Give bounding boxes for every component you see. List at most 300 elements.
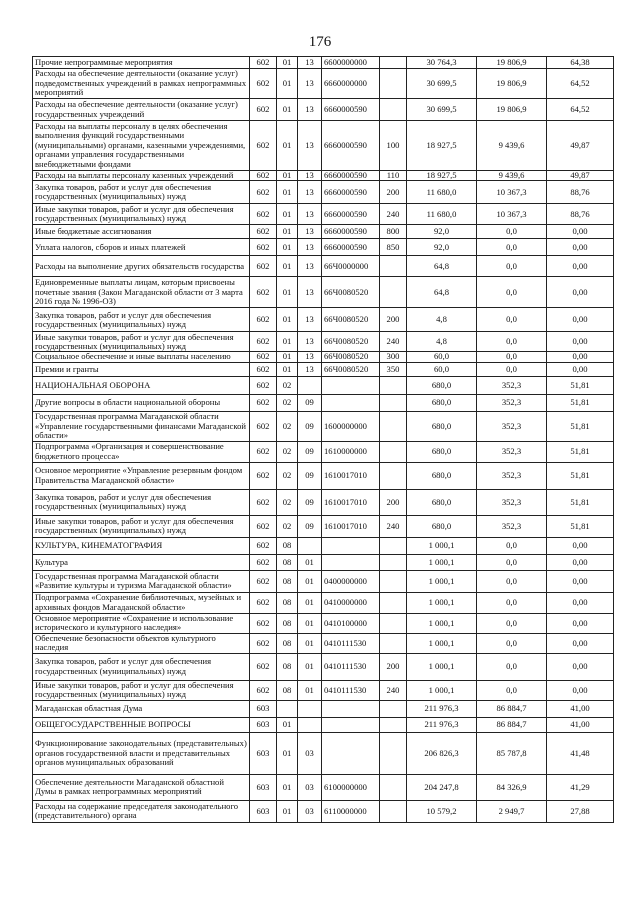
table-row (33, 69, 614, 99)
row-name-cell: Уплата налогов, сборов и иных платежей (33, 239, 250, 256)
expense-type-cell (380, 462, 407, 489)
section-code-cell: 01 (277, 256, 298, 277)
expense-type-cell: 240 (380, 680, 407, 700)
row-name-cell: Основное мероприятие «Сохранение и использование исторического и культурного наследия» (33, 613, 250, 633)
table-row (33, 204, 614, 225)
expense-type-cell: 200 (380, 308, 407, 332)
expense-type-cell: 350 (380, 362, 407, 376)
executed-amount-cell: 0,0 (477, 633, 547, 653)
table-row (33, 239, 614, 256)
subsection-code-cell: 13 (298, 308, 322, 332)
execution-percent-cell: 0,00 (547, 332, 614, 352)
table-row (33, 592, 614, 613)
target-article-cell: 0410111530 (322, 680, 380, 700)
section-code-cell: 02 (277, 489, 298, 515)
subsection-code-cell: 13 (298, 69, 322, 99)
subsection-code-cell (298, 700, 322, 717)
executed-amount-cell: 0,0 (477, 592, 547, 613)
planned-amount-cell: 60,0 (407, 362, 477, 376)
table-row (33, 717, 614, 732)
expense-type-cell (380, 592, 407, 613)
executed-amount-cell: 84 326,9 (477, 774, 547, 800)
target-article-cell (322, 554, 380, 570)
section-code-cell: 01 (277, 57, 298, 69)
execution-percent-cell: 51,81 (547, 515, 614, 537)
row-name-cell: Прочие непрограммные мероприятия (33, 57, 250, 69)
executed-amount-cell: 86 884,7 (477, 717, 547, 732)
subsection-code-cell: 13 (298, 99, 322, 121)
row-name-cell: Иные закупки товаров, работ и услуг для обеспечения государственных (муниципальных) нужд (33, 332, 250, 352)
subsection-code-cell: 13 (298, 121, 322, 171)
grbs-code-cell: 603 (250, 774, 277, 800)
subsection-code-cell: 13 (298, 204, 322, 225)
planned-amount-cell: 680,0 (407, 462, 477, 489)
target-article-cell: 1610000000 (322, 441, 380, 462)
grbs-code-cell: 602 (250, 394, 277, 411)
row-name-cell: Премии и гранты (33, 362, 250, 376)
row-name-cell: Иные закупки товаров, работ и услуг для обеспечения государственных (муниципальных) нужд (33, 680, 250, 700)
section-code-cell: 08 (277, 570, 298, 592)
section-code-cell: 01 (277, 171, 298, 181)
target-article-cell: 66Ч0080520 (322, 277, 380, 308)
row-name-cell: Социальное обеспечение и иные выплаты населению (33, 352, 250, 362)
subsection-code-cell: 09 (298, 489, 322, 515)
row-name-cell: Расходы на обеспечение деятельности (оказание услуг) подведомственных учреждений в рамках непрограммных мероприятий (33, 69, 250, 99)
table-row (33, 462, 614, 489)
section-code-cell: 01 (277, 362, 298, 376)
subsection-code-cell: 01 (298, 613, 322, 633)
row-name-cell: Обеспечение безопасности объектов культурного наследия (33, 633, 250, 653)
executed-amount-cell: 352,3 (477, 376, 547, 394)
table-row (33, 57, 614, 69)
section-code-cell: 02 (277, 394, 298, 411)
section-code-cell: 01 (277, 69, 298, 99)
section-code-cell: 02 (277, 462, 298, 489)
planned-amount-cell: 64,8 (407, 256, 477, 277)
subsection-code-cell (298, 717, 322, 732)
executed-amount-cell: 0,0 (477, 362, 547, 376)
table-row (33, 515, 614, 537)
execution-percent-cell: 0,00 (547, 537, 614, 554)
row-name-cell: Подпрограмма «Организация и совершенствование бюджетного процесса» (33, 441, 250, 462)
executed-amount-cell: 352,3 (477, 411, 547, 441)
executed-amount-cell: 0,0 (477, 308, 547, 332)
row-name-cell: Подпрограмма «Сохранение библиотечных, музейных и архивных фондов Магаданской области» (33, 592, 250, 613)
expense-type-cell (380, 613, 407, 633)
section-code-cell: 01 (277, 717, 298, 732)
row-name-cell: Расходы на выполнение других обязательств государства (33, 256, 250, 277)
executed-amount-cell: 352,3 (477, 489, 547, 515)
row-name-cell: Иные закупки товаров, работ и услуг для обеспечения государственных (муниципальных) нужд (33, 204, 250, 225)
grbs-code-cell: 602 (250, 462, 277, 489)
planned-amount-cell: 206 826,3 (407, 732, 477, 774)
grbs-code-cell: 602 (250, 489, 277, 515)
target-article-cell: 66Ч0080520 (322, 362, 380, 376)
expense-type-cell: 800 (380, 225, 407, 239)
grbs-code-cell: 602 (250, 376, 277, 394)
execution-percent-cell: 0,00 (547, 554, 614, 570)
expense-type-cell (380, 800, 407, 822)
executed-amount-cell: 0,0 (477, 239, 547, 256)
planned-amount-cell: 1 000,1 (407, 570, 477, 592)
table-row (33, 700, 614, 717)
grbs-code-cell: 602 (250, 570, 277, 592)
target-article-cell: 6660000590 (322, 99, 380, 121)
execution-percent-cell: 0,00 (547, 592, 614, 613)
subsection-code-cell: 13 (298, 239, 322, 256)
planned-amount-cell: 11 680,0 (407, 204, 477, 225)
subsection-code-cell: 09 (298, 394, 322, 411)
subsection-code-cell: 13 (298, 352, 322, 362)
section-code-cell: 01 (277, 181, 298, 204)
table-row (33, 680, 614, 700)
table-row (33, 277, 614, 308)
planned-amount-cell: 1 000,1 (407, 633, 477, 653)
row-name-cell: Государственная программа Магаданской области «Развитие культуры и туризма Магаданской области» (33, 570, 250, 592)
expense-type-cell (380, 774, 407, 800)
row-name-cell: Расходы на выплаты персоналу в целях обеспечения выполнения функций государственными (муниципальными) органами, казенными учреждениями, органами управления государственными внебюджетными фондами (33, 121, 250, 171)
target-article-cell: 6600000000 (322, 57, 380, 69)
section-code-cell: 01 (277, 121, 298, 171)
grbs-code-cell: 602 (250, 633, 277, 653)
subsection-code-cell: 13 (298, 57, 322, 69)
section-code-cell: 08 (277, 592, 298, 613)
planned-amount-cell: 1 000,1 (407, 554, 477, 570)
target-article-cell: 1610017010 (322, 515, 380, 537)
executed-amount-cell: 19 806,9 (477, 99, 547, 121)
executed-amount-cell: 0,0 (477, 570, 547, 592)
table-row (33, 800, 614, 822)
grbs-code-cell: 602 (250, 352, 277, 362)
executed-amount-cell: 0,0 (477, 256, 547, 277)
section-code-cell: 02 (277, 376, 298, 394)
execution-percent-cell: 0,00 (547, 352, 614, 362)
subsection-code-cell: 01 (298, 554, 322, 570)
section-code-cell: 08 (277, 554, 298, 570)
target-article-cell: 6660000590 (322, 181, 380, 204)
executed-amount-cell: 352,3 (477, 462, 547, 489)
grbs-code-cell: 602 (250, 171, 277, 181)
executed-amount-cell: 9 439,6 (477, 121, 547, 171)
expense-type-cell (380, 732, 407, 774)
row-name-cell: Магаданская областная Дума (33, 700, 250, 717)
expense-type-cell: 850 (380, 239, 407, 256)
grbs-code-cell: 602 (250, 362, 277, 376)
section-code-cell: 01 (277, 732, 298, 774)
target-article-cell (322, 394, 380, 411)
grbs-code-cell: 602 (250, 653, 277, 680)
section-code-cell: 01 (277, 277, 298, 308)
grbs-code-cell: 602 (250, 515, 277, 537)
section-code-cell: 08 (277, 613, 298, 633)
execution-percent-cell: 51,81 (547, 394, 614, 411)
execution-percent-cell: 88,76 (547, 181, 614, 204)
execution-percent-cell: 51,81 (547, 411, 614, 441)
expense-type-cell (380, 537, 407, 554)
table-row (33, 411, 614, 441)
expense-type-cell: 240 (380, 515, 407, 537)
grbs-code-cell: 603 (250, 700, 277, 717)
target-article-cell: 6660000590 (322, 171, 380, 181)
subsection-code-cell: 13 (298, 277, 322, 308)
table-row (33, 352, 614, 362)
executed-amount-cell: 86 884,7 (477, 700, 547, 717)
section-code-cell: 02 (277, 515, 298, 537)
row-name-cell: КУЛЬТУРА, КИНЕМАТОГРАФИЯ (33, 537, 250, 554)
target-article-cell: 0400000000 (322, 570, 380, 592)
grbs-code-cell: 602 (250, 69, 277, 99)
execution-percent-cell: 0,00 (547, 308, 614, 332)
section-code-cell: 01 (277, 774, 298, 800)
expense-type-cell (380, 441, 407, 462)
execution-percent-cell: 49,87 (547, 171, 614, 181)
section-code-cell: 08 (277, 537, 298, 554)
planned-amount-cell: 680,0 (407, 394, 477, 411)
execution-percent-cell: 0,00 (547, 239, 614, 256)
target-article-cell: 1600000000 (322, 411, 380, 441)
table-row (33, 394, 614, 411)
subsection-code-cell: 09 (298, 411, 322, 441)
execution-percent-cell: 49,87 (547, 121, 614, 171)
expense-type-cell: 200 (380, 181, 407, 204)
expense-type-cell: 110 (380, 171, 407, 181)
section-code-cell: 01 (277, 352, 298, 362)
row-name-cell: Единовременные выплаты лицам, которым присвоены почетные звания (Закон Магаданской области от 3 марта 2016 года № 1996-ОЗ) (33, 277, 250, 308)
planned-amount-cell: 30 764,3 (407, 57, 477, 69)
table-row (33, 256, 614, 277)
executed-amount-cell: 0,0 (477, 537, 547, 554)
expense-type-cell: 240 (380, 204, 407, 225)
grbs-code-cell: 602 (250, 613, 277, 633)
table-row (33, 308, 614, 332)
row-name-cell: Расходы на содержание председателя законодательного (представительного) органа (33, 800, 250, 822)
target-article-cell: 6660000590 (322, 204, 380, 225)
target-article-cell: 6660000590 (322, 225, 380, 239)
row-name-cell: Расходы на выплаты персоналу казенных учреждений (33, 171, 250, 181)
row-name-cell: Государственная программа Магаданской области «Управление государственными финансами Магаданской области» (33, 411, 250, 441)
section-code-cell: 01 (277, 204, 298, 225)
target-article-cell: 6660000590 (322, 239, 380, 256)
expense-type-cell (380, 570, 407, 592)
section-code-cell: 02 (277, 441, 298, 462)
expense-type-cell (380, 700, 407, 717)
planned-amount-cell: 1 000,1 (407, 613, 477, 633)
grbs-code-cell: 602 (250, 592, 277, 613)
section-code-cell (277, 700, 298, 717)
section-code-cell: 01 (277, 332, 298, 352)
grbs-code-cell: 602 (250, 308, 277, 332)
planned-amount-cell: 680,0 (407, 411, 477, 441)
target-article-cell: 6660000000 (322, 69, 380, 99)
section-code-cell: 01 (277, 225, 298, 239)
row-name-cell: ОБЩЕГОСУДАРСТВЕННЫЕ ВОПРОСЫ (33, 717, 250, 732)
table-row (33, 613, 614, 633)
table-row (33, 441, 614, 462)
target-article-cell: 6100000000 (322, 774, 380, 800)
target-article-cell (322, 732, 380, 774)
table-row (33, 489, 614, 515)
target-article-cell (322, 717, 380, 732)
executed-amount-cell: 0,0 (477, 613, 547, 633)
row-name-cell: Основное мероприятие «Управление резервным фондом Правительства Магаданской области» (33, 462, 250, 489)
expense-type-cell (380, 69, 407, 99)
budget-table (32, 56, 614, 823)
section-code-cell: 02 (277, 411, 298, 441)
expense-type-cell (380, 57, 407, 69)
grbs-code-cell: 602 (250, 680, 277, 700)
table-row (33, 121, 614, 171)
table-row (33, 99, 614, 121)
grbs-code-cell: 602 (250, 537, 277, 554)
target-article-cell: 66Ч0080520 (322, 332, 380, 352)
target-article-cell (322, 700, 380, 717)
table-row (33, 225, 614, 239)
row-name-cell: Закупка товаров, работ и услуг для обеспечения государственных (муниципальных) нужд (33, 308, 250, 332)
planned-amount-cell: 30 699,5 (407, 69, 477, 99)
table-row (33, 362, 614, 376)
row-name-cell: Иные закупки товаров, работ и услуг для обеспечения государственных (муниципальных) нужд (33, 515, 250, 537)
target-article-cell: 66Ч0000000 (322, 256, 380, 277)
subsection-code-cell: 03 (298, 774, 322, 800)
row-name-cell: Иные бюджетные ассигнования (33, 225, 250, 239)
subsection-code-cell: 09 (298, 441, 322, 462)
target-article-cell: 0410111530 (322, 653, 380, 680)
planned-amount-cell: 680,0 (407, 441, 477, 462)
execution-percent-cell: 0,00 (547, 633, 614, 653)
subsection-code-cell (298, 376, 322, 394)
subsection-code-cell: 01 (298, 680, 322, 700)
grbs-code-cell: 603 (250, 732, 277, 774)
expense-type-cell (380, 394, 407, 411)
target-article-cell: 1610017010 (322, 489, 380, 515)
executed-amount-cell: 0,0 (477, 277, 547, 308)
subsection-code-cell: 01 (298, 570, 322, 592)
execution-percent-cell: 0,00 (547, 256, 614, 277)
grbs-code-cell: 602 (250, 204, 277, 225)
table-row (33, 376, 614, 394)
planned-amount-cell: 18 927,5 (407, 171, 477, 181)
grbs-code-cell: 602 (250, 99, 277, 121)
row-name-cell: Закупка товаров, работ и услуг для обеспечения государственных (муниципальных) нужд (33, 653, 250, 680)
subsection-code-cell: 09 (298, 462, 322, 489)
expense-type-cell: 200 (380, 489, 407, 515)
row-name-cell: Обеспечение деятельности Магаданской областной Думы в рамках непрограммных мероприятий (33, 774, 250, 800)
planned-amount-cell: 30 699,5 (407, 99, 477, 121)
subsection-code-cell: 09 (298, 515, 322, 537)
grbs-code-cell: 602 (250, 225, 277, 239)
planned-amount-cell: 680,0 (407, 376, 477, 394)
section-code-cell: 08 (277, 653, 298, 680)
row-name-cell: Функционирование законодательных (представительных) органов государственной власти и представительных органов муниципальных образований (33, 732, 250, 774)
planned-amount-cell: 1 000,1 (407, 537, 477, 554)
executed-amount-cell: 352,3 (477, 394, 547, 411)
grbs-code-cell: 602 (250, 441, 277, 462)
executed-amount-cell: 85 787,8 (477, 732, 547, 774)
subsection-code-cell: 13 (298, 332, 322, 352)
expense-type-cell (380, 99, 407, 121)
target-article-cell: 66Ч0080520 (322, 308, 380, 332)
planned-amount-cell: 4,8 (407, 308, 477, 332)
executed-amount-cell: 0,0 (477, 653, 547, 680)
expense-type-cell (380, 277, 407, 308)
execution-percent-cell: 27,88 (547, 800, 614, 822)
planned-amount-cell: 1 000,1 (407, 592, 477, 613)
executed-amount-cell: 0,0 (477, 680, 547, 700)
table-row (33, 570, 614, 592)
planned-amount-cell: 1 000,1 (407, 680, 477, 700)
expense-type-cell: 100 (380, 121, 407, 171)
grbs-code-cell: 602 (250, 411, 277, 441)
table-row (33, 774, 614, 800)
expense-type-cell: 300 (380, 352, 407, 362)
target-article-cell: 0410000000 (322, 592, 380, 613)
subsection-code-cell: 01 (298, 653, 322, 680)
row-name-cell: Другие вопросы в области национальной обороны (33, 394, 250, 411)
target-article-cell: 6110000000 (322, 800, 380, 822)
executed-amount-cell: 10 367,3 (477, 181, 547, 204)
table-row (33, 653, 614, 680)
row-name-cell: НАЦИОНАЛЬНАЯ ОБОРОНА (33, 376, 250, 394)
target-article-cell: 0410100000 (322, 613, 380, 633)
section-code-cell: 01 (277, 800, 298, 822)
subsection-code-cell: 13 (298, 362, 322, 376)
row-name-cell: Расходы на обеспечение деятельности (оказание услуг) государственных учреждений (33, 99, 250, 121)
execution-percent-cell: 0,00 (547, 225, 614, 239)
planned-amount-cell: 211 976,3 (407, 717, 477, 732)
planned-amount-cell: 680,0 (407, 515, 477, 537)
expense-type-cell (380, 256, 407, 277)
executed-amount-cell: 0,0 (477, 225, 547, 239)
subsection-code-cell: 01 (298, 633, 322, 653)
expense-type-cell: 240 (380, 332, 407, 352)
section-code-cell: 08 (277, 680, 298, 700)
execution-percent-cell: 0,00 (547, 570, 614, 592)
subsection-code-cell: 13 (298, 256, 322, 277)
executed-amount-cell: 19 806,9 (477, 69, 547, 99)
expense-type-cell (380, 411, 407, 441)
table-body (33, 57, 614, 823)
table-row (33, 537, 614, 554)
subsection-code-cell: 13 (298, 181, 322, 204)
target-article-cell (322, 537, 380, 554)
grbs-code-cell: 603 (250, 800, 277, 822)
executed-amount-cell: 0,0 (477, 352, 547, 362)
execution-percent-cell: 41,00 (547, 717, 614, 732)
execution-percent-cell: 51,81 (547, 441, 614, 462)
planned-amount-cell: 11 680,0 (407, 181, 477, 204)
section-code-cell: 01 (277, 308, 298, 332)
target-article-cell: 66Ч0080520 (322, 352, 380, 362)
execution-percent-cell: 0,00 (547, 362, 614, 376)
execution-percent-cell: 64,52 (547, 99, 614, 121)
execution-percent-cell: 51,81 (547, 462, 614, 489)
executed-amount-cell: 352,3 (477, 441, 547, 462)
row-name-cell: Закупка товаров, работ и услуг для обеспечения государственных (муниципальных) нужд (33, 489, 250, 515)
grbs-code-cell: 602 (250, 554, 277, 570)
page-number: 176 (308, 34, 332, 50)
table-row (33, 171, 614, 181)
execution-percent-cell: 64,38 (547, 57, 614, 69)
execution-percent-cell: 0,00 (547, 680, 614, 700)
grbs-code-cell: 602 (250, 256, 277, 277)
table-row (33, 732, 614, 774)
planned-amount-cell: 18 927,5 (407, 121, 477, 171)
expense-type-cell (380, 376, 407, 394)
grbs-code-cell: 602 (250, 239, 277, 256)
target-article-cell: 0410111530 (322, 633, 380, 653)
row-name-cell: Культура (33, 554, 250, 570)
executed-amount-cell: 0,0 (477, 554, 547, 570)
